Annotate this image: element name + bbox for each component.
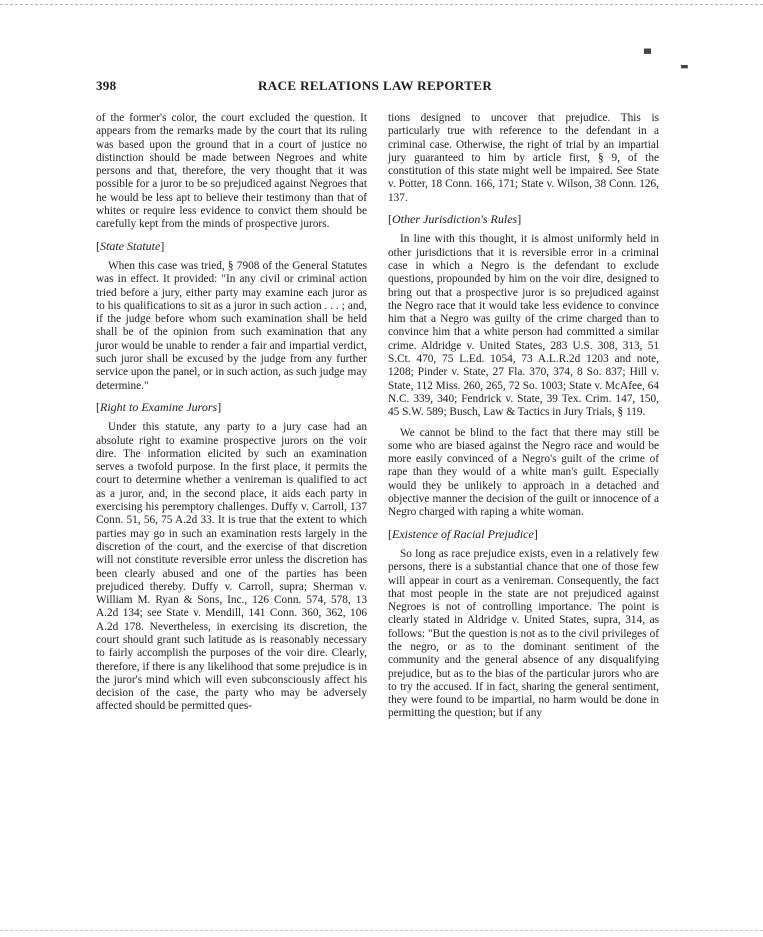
scan-top-edge	[0, 4, 763, 5]
paragraph: When this case was tried, § 7908 of the General Statutes was in effect. It provided: "In any civil or criminal action tried before a jury, either party may examine each juror as to his qualifications to sit as a juror in such action . . . ; and, if the judge before whom such examination shall be held shall be of the opinion from such examination that any juror would be unable to render a fair and impartial verdict, such juror shall be excused by the judge from any further service upon the panel, or in such action, as such judge may determine."	[96, 259, 367, 392]
paragraph: In line with this thought, it is almost uniformly held in other jurisdictions that it is reversible error in a criminal case in which a Negro is the defendant to exclude questions, propounded by him on the voir dire, designed to bring out that a prospective juror is so prejudiced against the Negro race that it would take less evidence to convince him that a Negro was guilty of the crime charged than to convince him that a white person had committed a similar crime. Aldridge v. United States, 283 U.S. 308, 313, 51 S.Ct. 470, 75 L.Ed. 1054, 73 A.L.R.2d 1203 and note, 1208; Pinder v. State, 27 Fla. 370, 374, 8 So. 837; Hill v. State, 112 Miss. 260, 265, 72 So. 1003; State v. McAfee, 64 N.C. 339, 340; Fendrick v. State, 39 Tex. Crim. 147, 150, 45 S.W. 589; Busch, Law & Tactics in Jury Trials, § 119.	[388, 233, 659, 419]
section-heading: [State Statute]	[96, 238, 165, 253]
scan-bottom-edge	[0, 930, 763, 931]
right-column	[388, 112, 659, 728]
paragraph: So long as race prejudice exists, even in a relatively few persons, there is a substantial chance that one of those few will appear in court as a venireman. Consequently, the fact that most people in the state are not prejudiced against Negroes is not of controlling importance. The point is clearly stated in Aldridge v. United States, supra, 314, as follows: "But the question is not as to the civil privileges of the negro, or as to the dominant sentiment of the community and the general absence of any disqualifying prejudice, but as to the bias of the particular jurors who are to try the accused. If in fact, sharing the general sentiment, they were found to be impartial, no harm would be done in permitting the question; but if any	[388, 547, 659, 720]
section-heading: [Existence of Racial Prejudice]	[388, 526, 538, 541]
paragraph: Under this statute, any party to a jury case had an absolute right to examine prospective jurors on the voir dire. The information elicited by such an examination serves a twofold purpose. In the first place, it permits the court to determine whether a venireman is qualified to act as a juror, and, in the second place, it aids each party in exercising his peremptory challenges. Duffy v. Carroll, 137 Conn. 51, 56, 75 A.2d 33. It is true that the extent to which parties may go in such an examination rests largely in the discretion of the court, and the exercise of that discretion will not constitute reversible error unless the discretion has been clearly abused and one of the parties has been prejudiced thereby. Duffy v. Carroll, supra; Sherman v. William M. Ryan & Sons, Inc., 126 Conn. 574, 578, 13 A.2d 134; see State v. Mendill, 141 Conn. 360, 362, 106 A.2d 178. Nevertheless, in exercising its discretion, the court should grant such latitude as is reasonably necessary to fairly accomplish the purposes of the voir dire. Clearly, therefore, if there is any likelihood that some prejudice is in the juror's mind which will even subconsciously affect his decision of the case, the party who may be adversely affected should be permitted ques-	[96, 421, 367, 713]
running-head: RACE RELATIONS LAW REPORTER	[258, 78, 493, 93]
paragraph: tions designed to uncover that prejudice. This is particularly true with reference to the defendant in a criminal case. Otherwise, the right of trial by an impartial jury guaranteed to him by article first, § 9, of the constitution of this state might well be impaired. See State v. Potter, 18 Conn. 166, 171; State v. Wilson, 38 Conn. 126, 137.	[388, 112, 659, 204]
scan-speck: ▬	[680, 62, 689, 72]
section-heading: [Right to Examine Jurors]	[96, 399, 222, 414]
left-column	[96, 112, 367, 721]
section-heading: [Other Jurisdiction's Rules]	[388, 212, 522, 227]
page-number: 398	[96, 78, 117, 93]
scan-speck: ▀	[644, 50, 651, 60]
paragraph: We cannot be blind to the fact that there may still be some who are biased against the Negro race and would be more easily convinced of a Negro's guilt of the crime of rape than they would of a white man's guilt. Especially would they be unlikely to approach in a detached and objective manner the decision of the guilt or innocence of a Negro charged with raping a white woman.	[388, 426, 659, 519]
paragraph: of the former's color, the court excluded the question. It appears from the remarks made by the court that its ruling was based upon the ground that in a court of justice no distinction should be made between Negroes and white persons and that, therefore, the very thought that it was possible for a juror to be so prejudiced against Negroes that he would be less apt to believe their testimony than that of whites or require less evidence to convict them should be carefully kept from the minds of prospective jurors.	[96, 112, 367, 231]
